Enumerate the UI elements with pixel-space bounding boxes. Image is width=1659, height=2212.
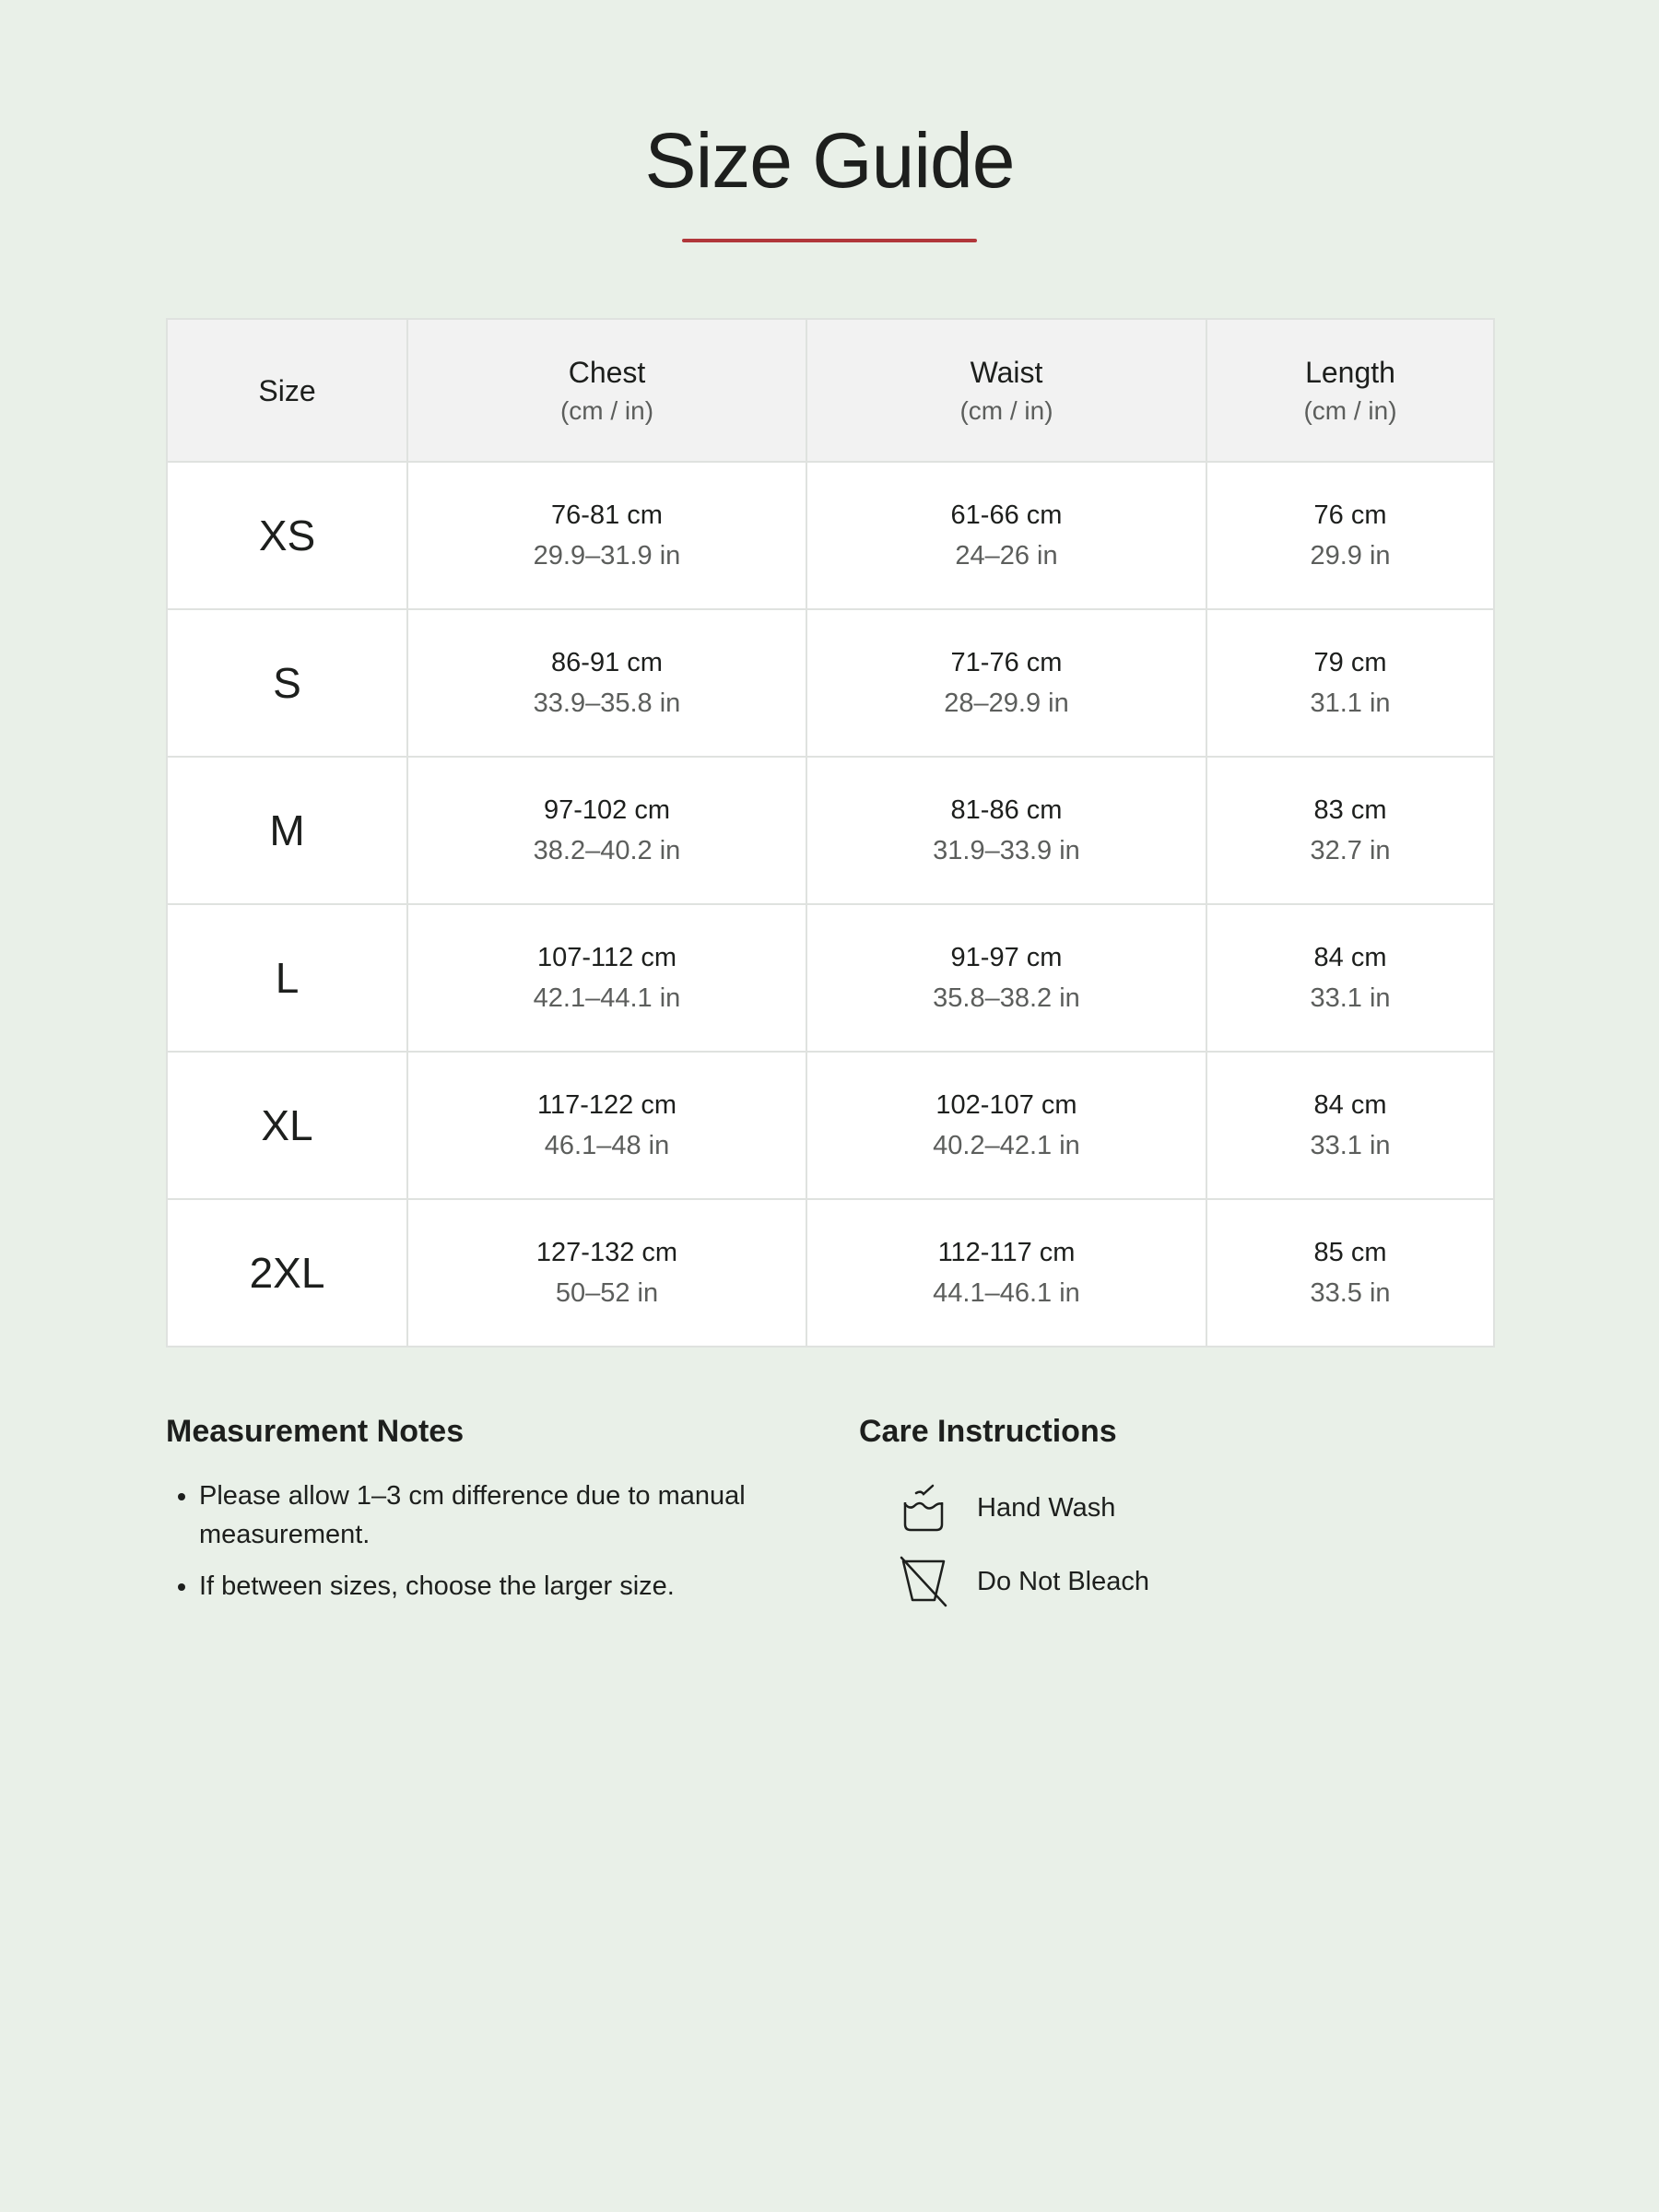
header-label: Waist	[970, 355, 1043, 389]
care-instructions	[859, 1410, 1412, 1609]
chest-in: 46.1–48 in	[544, 1131, 670, 1160]
header-waist	[806, 319, 1206, 462]
waist-cm: 91-97 cm	[950, 943, 1063, 972]
chest-in: 50–52 in	[555, 1278, 659, 1308]
length-cell	[1206, 1052, 1494, 1199]
size-table	[166, 318, 1495, 1347]
waist-in: 44.1–46.1 in	[933, 1278, 1080, 1308]
length-cell	[1206, 462, 1494, 609]
length-cell	[1206, 609, 1494, 757]
care-label: Do Not Bleach	[977, 1566, 1149, 1596]
size-cell: 2XL	[167, 1199, 407, 1347]
waist-cell	[806, 1199, 1206, 1347]
length-cm: 76 cm	[1313, 500, 1387, 530]
table-row	[167, 462, 1494, 609]
size-cell: XS	[167, 462, 407, 609]
table-row	[167, 904, 1494, 1052]
length-cell	[1206, 1199, 1494, 1347]
chest-in: 29.9–31.9 in	[533, 541, 681, 571]
waist-in: 40.2–42.1 in	[933, 1131, 1080, 1160]
chest-cm: 117-122 cm	[537, 1090, 677, 1120]
waist-cell	[806, 609, 1206, 757]
note-item: • If between sizes, choose the larger size.	[199, 1567, 811, 1606]
waist-in: 28–29.9 in	[944, 688, 1069, 718]
waist-cm: 71-76 cm	[950, 648, 1063, 677]
do-not-bleach-icon	[898, 1556, 949, 1607]
measurement-notes	[166, 1410, 811, 1618]
header-length	[1206, 319, 1494, 462]
header-unit: (cm / in)	[959, 395, 1053, 425]
chest-cell	[407, 462, 806, 609]
length-in: 33.1 in	[1310, 1131, 1391, 1160]
notes-heading: Measurement Notes	[166, 1414, 465, 1449]
length-cell	[1206, 904, 1494, 1052]
length-in: 31.1 in	[1310, 688, 1391, 718]
care-item-do-not-bleach	[898, 1554, 1412, 1609]
page-title: Size Guide	[644, 117, 1015, 204]
chest-cm: 107-112 cm	[537, 943, 677, 972]
chest-cell	[407, 757, 806, 904]
length-cm: 84 cm	[1313, 943, 1387, 972]
header-unit: (cm / in)	[559, 395, 654, 425]
chest-cell	[407, 904, 806, 1052]
waist-cm: 102-107 cm	[935, 1090, 1077, 1120]
waist-cell	[806, 904, 1206, 1052]
length-cell	[1206, 757, 1494, 904]
length-in: 32.7 in	[1310, 836, 1391, 865]
waist-cell	[806, 1052, 1206, 1199]
header-chest	[407, 319, 806, 462]
waist-cm: 61-66 cm	[950, 500, 1063, 530]
header-label: Size	[258, 373, 316, 407]
length-in: 33.5 in	[1310, 1278, 1391, 1308]
size-cell: L	[167, 904, 407, 1052]
table-row	[167, 757, 1494, 904]
waist-in: 31.9–33.9 in	[933, 836, 1080, 865]
notes-list	[166, 1477, 811, 1606]
chest-cm: 127-132 cm	[535, 1238, 678, 1267]
length-cm: 84 cm	[1313, 1090, 1387, 1120]
header-size	[167, 319, 407, 462]
size-cell: XL	[167, 1052, 407, 1199]
size-cell: S	[167, 609, 407, 757]
care-item-hand-wash	[898, 1480, 1412, 1535]
chest-cell	[407, 609, 806, 757]
chest-in: 42.1–44.1 in	[533, 983, 681, 1013]
care-heading: Care Instructions	[859, 1414, 1117, 1449]
table-row	[167, 1052, 1494, 1199]
chest-in: 38.2–40.2 in	[533, 836, 681, 865]
care-label: Hand Wash	[977, 1492, 1116, 1523]
length-cm: 85 cm	[1313, 1238, 1387, 1267]
waist-cm: 81-86 cm	[950, 795, 1063, 825]
table-body	[167, 462, 1494, 1347]
waist-cm: 112-117 cm	[937, 1238, 1076, 1267]
note-item: • Please allow 1–3 cm difference due to manual measurement.	[199, 1477, 811, 1554]
waist-cell	[806, 462, 1206, 609]
waist-in: 24–26 in	[955, 541, 1058, 571]
length-in: 29.9 in	[1310, 541, 1391, 571]
title-underline	[682, 239, 977, 242]
chest-cell	[407, 1199, 806, 1347]
size-cell: M	[167, 757, 407, 904]
length-in: 33.1 in	[1310, 983, 1391, 1013]
chest-cm: 97-102 cm	[543, 795, 670, 825]
chest-in: 33.9–35.8 in	[533, 688, 681, 718]
chest-cm: 86-91 cm	[551, 648, 663, 677]
header-label: Length	[1305, 355, 1395, 389]
length-cm: 83 cm	[1313, 795, 1387, 825]
header-label: Chest	[568, 355, 646, 389]
header-unit: (cm / in)	[1303, 395, 1397, 425]
table-header	[167, 319, 1494, 462]
chest-cell	[407, 1052, 806, 1199]
header-row	[167, 319, 1494, 462]
table-row	[167, 609, 1494, 757]
chest-cm: 76-81 cm	[551, 500, 663, 530]
waist-cell	[806, 757, 1206, 904]
waist-in: 35.8–38.2 in	[933, 983, 1080, 1013]
table-row	[167, 1199, 1494, 1347]
hand-wash-icon	[898, 1482, 949, 1534]
length-cm: 79 cm	[1313, 648, 1387, 677]
